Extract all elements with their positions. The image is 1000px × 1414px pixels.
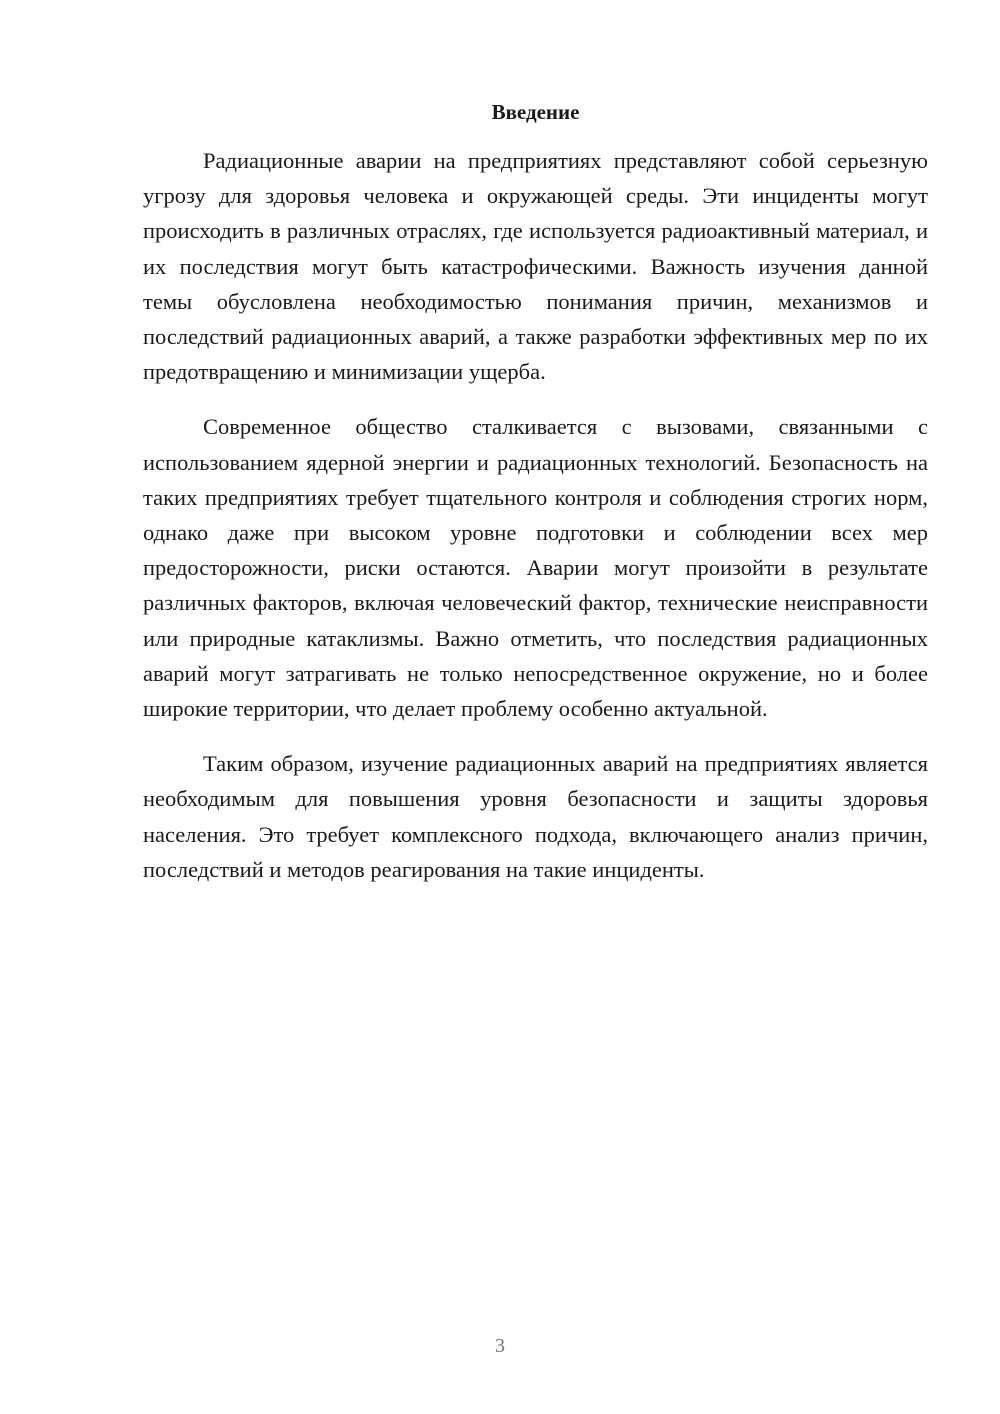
paragraph-1: Радиационные аварии на предприятиях представляют собой серьезную угрозу для здоровья человека и окружающей среды. Эти инциденты могут происходить в различных отраслях, где используется радиоактивный материал, и их последствия могут быть катастрофическими. Важность изучения данной темы обусловлена необходимостью понимания причин, механизмов и последствий радиационных аварий, а также разработки эффективных мер по их предотвращению и минимизации ущерба. [143, 148, 928, 385]
paragraph-3: Таким образом, изучение радиационных аварий на предприятиях является необходимым для повышения уровня безопасности и защиты здоровья населения. Это требует комплексного подхода, включающего анализ причин, последствий и методов реагирования на такие инциденты. [143, 751, 928, 882]
section-title: Введение [491, 100, 580, 124]
page-number: 3 [495, 1335, 505, 1357]
paragraph-2: Современное общество сталкивается с вызовами, связанными с использованием ядерной энергии и радиационных технологий. Безопасность на таких предприятиях требует тщательного контроля и соблюдения строгих норм, однако даже при высоком уровне подготовки и соблюдении всех мер предосторожности, риски остаются. Аварии могут произойти в результате различных факторов, включая человеческий фактор, технические неисправности или природные катаклизмы. Важно отметить, что последствия радиационных аварий могут затрагивать не только непосредственное окружение, но и более широкие территории, что делает проблему особенно актуальной. [143, 414, 928, 722]
body-text [143, 143, 928, 907]
